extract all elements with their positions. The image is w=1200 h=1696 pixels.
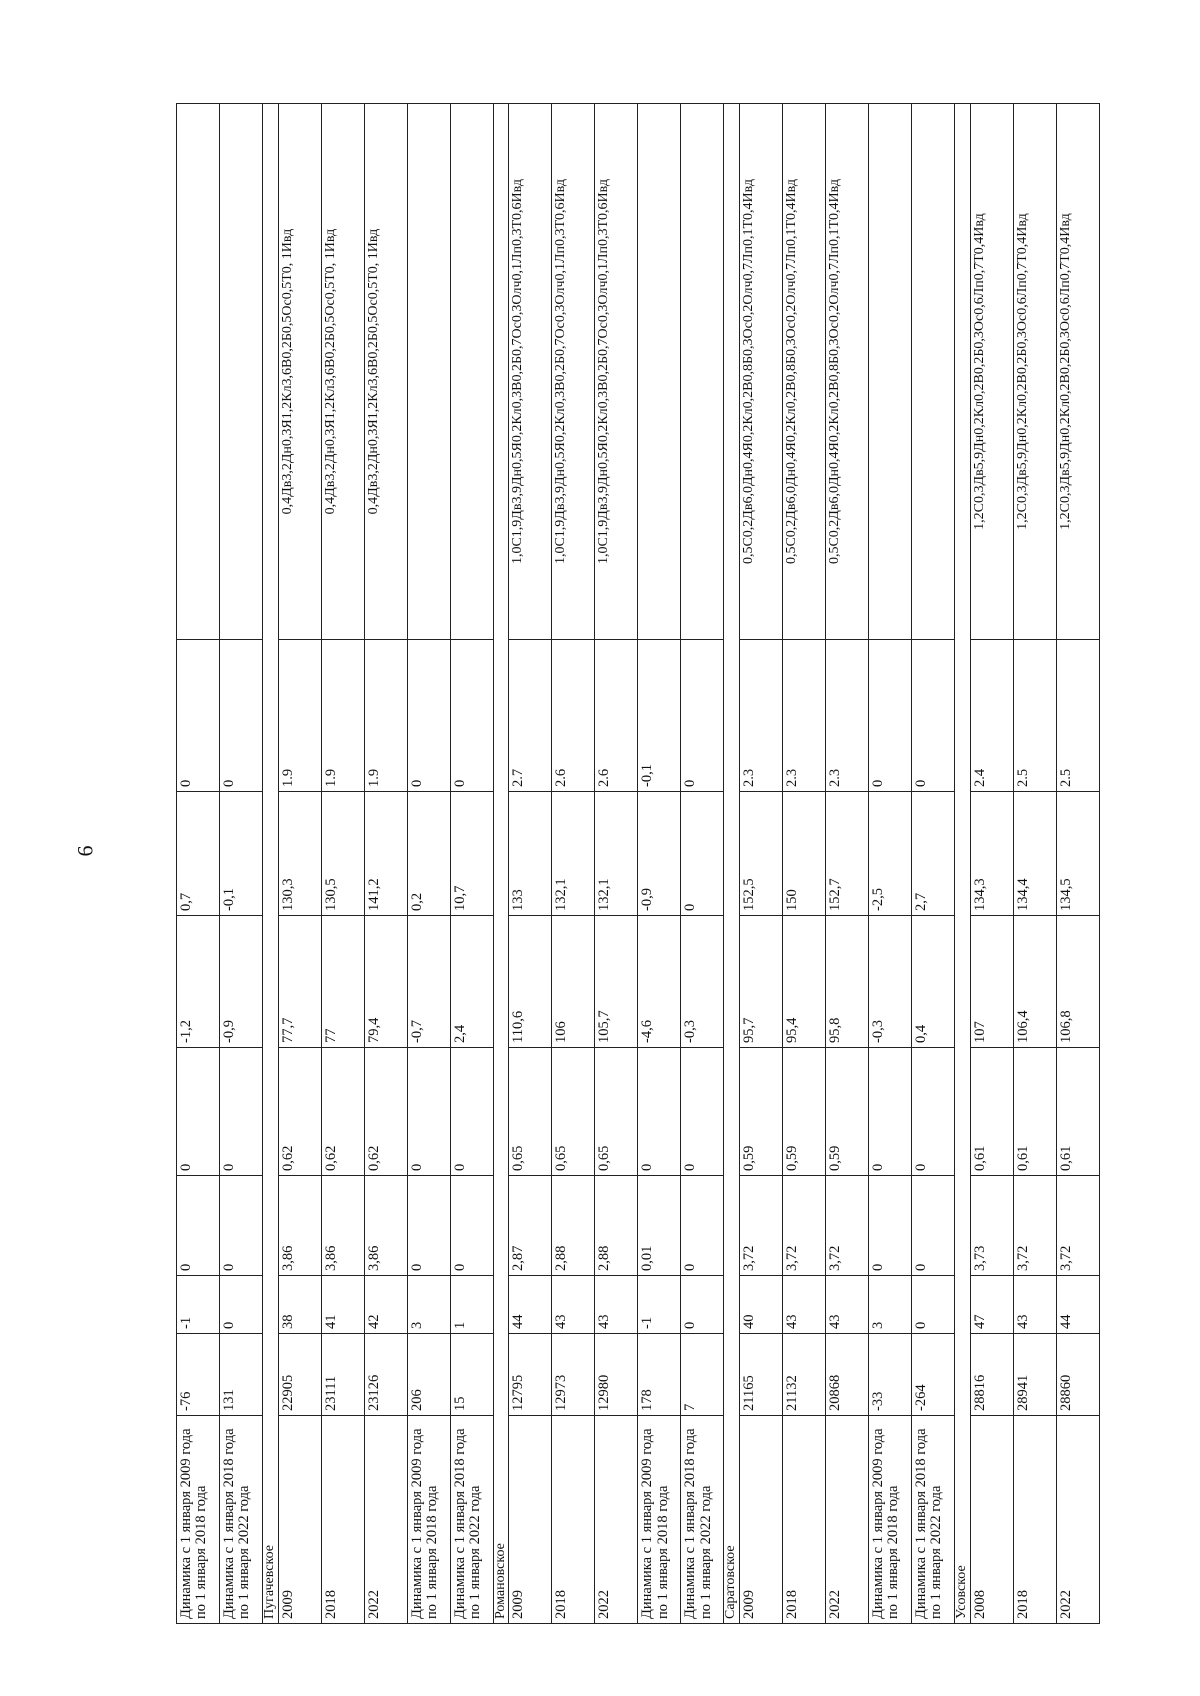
value-cell: 0,4 [912,916,955,1048]
section-row [493,104,509,1624]
value-cell: 2.5 [1013,640,1056,792]
value-cell: 20868 [826,1334,869,1416]
species-composition-cell [869,104,912,640]
value-cell: -0,9 [220,916,263,1048]
value-cell: 132,1 [595,792,638,916]
value-cell: 0 [638,1048,681,1176]
table-row [450,104,493,1624]
value-cell: 0,61 [970,1048,1013,1176]
value-cell: 0,01 [638,1176,681,1276]
value-cell: 110,6 [509,916,552,1048]
value-cell: 1.9 [321,640,364,792]
value-cell: -0,3 [869,916,912,1048]
value-cell: 0,59 [783,1048,826,1176]
value-cell: 77 [321,916,364,1048]
section-title: Пугачевское [263,104,279,1624]
value-cell: 206 [407,1334,450,1416]
value-cell: 10,7 [450,792,493,916]
value-cell: 40 [740,1276,783,1334]
row-label: 2009 [278,1416,321,1624]
value-cell: -33 [869,1334,912,1416]
species-composition-cell: 1,0С1,9Дв3,9Дн0,5Я0,2Кл0,3В0,2Б0,7Ос0,3Олч0,1Лп0,3Т0,6Ивд [509,104,552,640]
species-composition-cell: 0,4Дв3,2Дн0,3Я1,2Кл3,6В0,2Б0,5Ос0,5Т0, 1Ивд [278,104,321,640]
value-cell: 21132 [783,1334,826,1416]
value-cell: -0,9 [638,792,681,916]
value-cell: 106,4 [1013,916,1056,1048]
table-row [740,104,783,1624]
value-cell: 47 [970,1276,1013,1334]
value-cell: 2.6 [595,640,638,792]
value-cell: 2.7 [509,640,552,792]
row-label: 2018 [552,1416,595,1624]
page-number: 6 [72,845,98,857]
value-cell: 3,86 [278,1176,321,1276]
row-label: 2018 [783,1416,826,1624]
value-cell: 0 [177,1176,220,1276]
value-cell: 43 [1013,1276,1056,1334]
row-label: 2009 [740,1416,783,1624]
value-cell: 21165 [740,1334,783,1416]
value-cell: 0 [912,1048,955,1176]
value-cell: 2,7 [912,792,955,916]
value-cell: 0 [681,1048,724,1176]
value-cell: -2,5 [869,792,912,916]
row-label: 2018 [321,1416,364,1624]
value-cell: 106 [552,916,595,1048]
section-title: Романовское [493,104,509,1624]
row-label: 2022 [1056,1416,1099,1624]
value-cell: 3 [869,1276,912,1334]
species-composition-cell: 1,0С1,9Дв3,9Дн0,5Я0,2Кл0,3В0,2Б0,7Ос0,3Олч0,1Лп0,3Т0,6Ивд [552,104,595,640]
table-row [638,104,681,1624]
species-composition-cell: 0,5С0,2Дв6,0Дн0,4Я0,2Кл0,2В0,8Б0,3Ос0,2Олч0,7Лп0,1Т0,4Ивд [740,104,783,640]
value-cell: 0,2 [407,792,450,916]
value-cell: 0,61 [1056,1048,1099,1176]
value-cell: 133 [509,792,552,916]
value-cell: 0 [177,1048,220,1176]
section-title: Усовское [955,104,971,1624]
table-row [783,104,826,1624]
value-cell: 95,8 [826,916,869,1048]
row-label: 2022 [826,1416,869,1624]
value-cell: 150 [783,792,826,916]
value-cell: 3,86 [321,1176,364,1276]
value-cell: 134,4 [1013,792,1056,916]
value-cell: 12980 [595,1334,638,1416]
value-cell: 1 [450,1276,493,1334]
value-cell: 106,8 [1056,916,1099,1048]
section-row [263,104,279,1624]
table-row [321,104,364,1624]
row-label: Динамика с 1 января 2009 года по 1 января 2018 года [869,1416,912,1624]
section-row [955,104,971,1624]
value-cell: 79,4 [364,916,407,1048]
value-cell: 28941 [1013,1334,1056,1416]
table-row [509,104,552,1624]
value-cell: 0 [912,640,955,792]
value-cell: 0,65 [595,1048,638,1176]
value-cell: 141,2 [364,792,407,916]
value-cell: 131 [220,1334,263,1416]
species-composition-cell [220,104,263,640]
value-cell: 0 [912,1176,955,1276]
value-cell: -1,2 [177,916,220,1048]
table-row [869,104,912,1624]
value-cell: 0 [407,1176,450,1276]
row-label: 2009 [509,1416,552,1624]
value-cell: 3,72 [1056,1176,1099,1276]
value-cell: 105,7 [595,916,638,1048]
row-label: Динамика с 1 января 2009 года по 1 января 2018 года [638,1416,681,1624]
row-label: Динамика с 1 января 2018 года по 1 января 2022 года [681,1416,724,1624]
value-cell: 0 [681,1276,724,1334]
table-row [970,104,1013,1624]
value-cell: 0 [407,1048,450,1176]
table-row [552,104,595,1624]
section-title: Саратовское [724,104,740,1624]
value-cell: -264 [912,1334,955,1416]
value-cell: 0 [869,1048,912,1176]
species-composition-cell [407,104,450,640]
value-cell: 12795 [509,1334,552,1416]
value-cell: -4,6 [638,916,681,1048]
row-label: Динамика с 1 января 2018 года по 1 января 2022 года [912,1416,955,1624]
value-cell: 178 [638,1334,681,1416]
species-composition-cell: 1,2С0,3Дв5,9Дн0,2Кл0,2В0,2Б0,3Ос0,6Лп0,7Т0,4Ивд [1056,104,1099,640]
species-composition-cell [177,104,220,640]
value-cell: 3,73 [970,1176,1013,1276]
forest-statistics-table-area [176,104,1116,1624]
value-cell: 0,62 [321,1048,364,1176]
row-label: Динамика с 1 января 2009 года по 1 января 2018 года [407,1416,450,1624]
table-row [220,104,263,1624]
value-cell: 12973 [552,1334,595,1416]
value-cell: 2.3 [783,640,826,792]
value-cell: 2,4 [450,916,493,1048]
value-cell: 3,72 [740,1176,783,1276]
value-cell: 134,5 [1056,792,1099,916]
value-cell: 0,65 [552,1048,595,1176]
value-cell: 0,61 [1013,1048,1056,1176]
value-cell: 0 [869,1176,912,1276]
value-cell: 0,62 [364,1048,407,1176]
table-row [595,104,638,1624]
value-cell: 3 [407,1276,450,1334]
value-cell: 2.3 [740,640,783,792]
species-composition-cell: 1,0С1,9Дв3,9Дн0,5Я0,2Кл0,3В0,2Б0,7Ос0,3Олч0,1Лп0,3Т0,6Ивд [595,104,638,640]
value-cell: -0,1 [220,792,263,916]
value-cell: 0,65 [509,1048,552,1176]
value-cell: 130,3 [278,792,321,916]
value-cell: 130,5 [321,792,364,916]
row-label: 2022 [595,1416,638,1624]
table-row [1056,104,1099,1624]
value-cell: 77,7 [278,916,321,1048]
value-cell: 44 [1056,1276,1099,1334]
value-cell: 152,5 [740,792,783,916]
species-composition-cell: 0,5С0,2Дв6,0Дн0,4Я0,2Кл0,2В0,8Б0,3Ос0,2Олч0,7Лп0,1Т0,4Ивд [826,104,869,640]
value-cell: 3,72 [1013,1176,1056,1276]
species-composition-cell: 1,2С0,3Дв5,9Дн0,2Кл0,2В0,2Б0,3Ос0,6Лп0,7Т0,4Ивд [1013,104,1056,640]
value-cell: 152,7 [826,792,869,916]
value-cell: 0 [681,792,724,916]
value-cell: 2.3 [826,640,869,792]
value-cell: 0 [681,1176,724,1276]
value-cell: 0 [177,640,220,792]
value-cell: -0,1 [638,640,681,792]
value-cell: 41 [321,1276,364,1334]
value-cell: 0 [220,640,263,792]
value-cell: 2.6 [552,640,595,792]
value-cell: 0 [220,1276,263,1334]
value-cell: 44 [509,1276,552,1334]
value-cell: 22905 [278,1334,321,1416]
table-row [177,104,220,1624]
species-composition-cell [681,104,724,640]
value-cell: 7 [681,1334,724,1416]
row-label: 2018 [1013,1416,1056,1624]
value-cell: 95,7 [740,916,783,1048]
value-cell: 0 [220,1176,263,1276]
value-cell: 43 [783,1276,826,1334]
value-cell: 43 [826,1276,869,1334]
table-row [826,104,869,1624]
row-label: 2022 [364,1416,407,1624]
value-cell: 0,7 [177,792,220,916]
value-cell: 28860 [1056,1334,1099,1416]
value-cell: 28816 [970,1334,1013,1416]
value-cell: 0 [407,640,450,792]
species-composition-cell: 1,2С0,3Дв5,9Дн0,2Кл0,2В0,2Б0,3Ос0,6Лп0,7Т0,4Ивд [970,104,1013,640]
value-cell: 0 [681,640,724,792]
value-cell: 2,88 [552,1176,595,1276]
value-cell: 0 [220,1048,263,1176]
table-row [681,104,724,1624]
value-cell: -1 [638,1276,681,1334]
value-cell: 132,1 [552,792,595,916]
species-composition-cell: 0,5С0,2Дв6,0Дн0,4Я0,2Кл0,2В0,8Б0,3Ос0,2Олч0,7Лп0,1Т0,4Ивд [783,104,826,640]
value-cell: 23126 [364,1334,407,1416]
value-cell: -76 [177,1334,220,1416]
species-composition-cell: 0,4Дв3,2Дн0,3Я1,2Кл3,6В0,2Б0,5Ос0,5Т0, 1Ивд [321,104,364,640]
value-cell: 15 [450,1334,493,1416]
value-cell: 0 [450,640,493,792]
value-cell: 0,62 [278,1048,321,1176]
row-label: 2008 [970,1416,1013,1624]
value-cell: 1.9 [278,640,321,792]
value-cell: 107 [970,916,1013,1048]
table-row [912,104,955,1624]
value-cell: -0,7 [407,916,450,1048]
species-composition-cell [912,104,955,640]
value-cell: 2,88 [595,1176,638,1276]
value-cell: 0 [450,1176,493,1276]
table-row [364,104,407,1624]
value-cell: 23111 [321,1334,364,1416]
value-cell: 3,72 [826,1176,869,1276]
value-cell: 95,4 [783,916,826,1048]
value-cell: -1 [177,1276,220,1334]
value-cell: 3,72 [783,1176,826,1276]
value-cell: 43 [552,1276,595,1334]
value-cell: 0,59 [826,1048,869,1176]
value-cell: 42 [364,1276,407,1334]
value-cell: 3,86 [364,1176,407,1276]
value-cell: 0 [912,1276,955,1334]
value-cell: 38 [278,1276,321,1334]
section-row [724,104,740,1624]
value-cell: 134,3 [970,792,1013,916]
value-cell: 43 [595,1276,638,1334]
value-cell: 2.4 [970,640,1013,792]
table-row [278,104,321,1624]
table-row [407,104,450,1624]
row-label: Динамика с 1 января 2009 года по 1 января 2018 года [177,1416,220,1624]
value-cell: 0 [869,640,912,792]
value-cell: 0 [450,1048,493,1176]
species-composition-cell: 0,4Дв3,2Дн0,3Я1,2Кл3,6В0,2Б0,5Ос0,5Т0, 1Ивд [364,104,407,640]
value-cell: 1.9 [364,640,407,792]
value-cell: 2,87 [509,1176,552,1276]
species-composition-cell [450,104,493,640]
row-label: Динамика с 1 января 2018 года по 1 января 2022 года [220,1416,263,1624]
value-cell: -0,3 [681,916,724,1048]
value-cell: 2.5 [1056,640,1099,792]
row-label: Динамика с 1 января 2018 года по 1 января 2022 года [450,1416,493,1624]
forest-statistics-table [176,103,1100,1624]
table-row [1013,104,1056,1624]
species-composition-cell [638,104,681,640]
value-cell: 0,59 [740,1048,783,1176]
